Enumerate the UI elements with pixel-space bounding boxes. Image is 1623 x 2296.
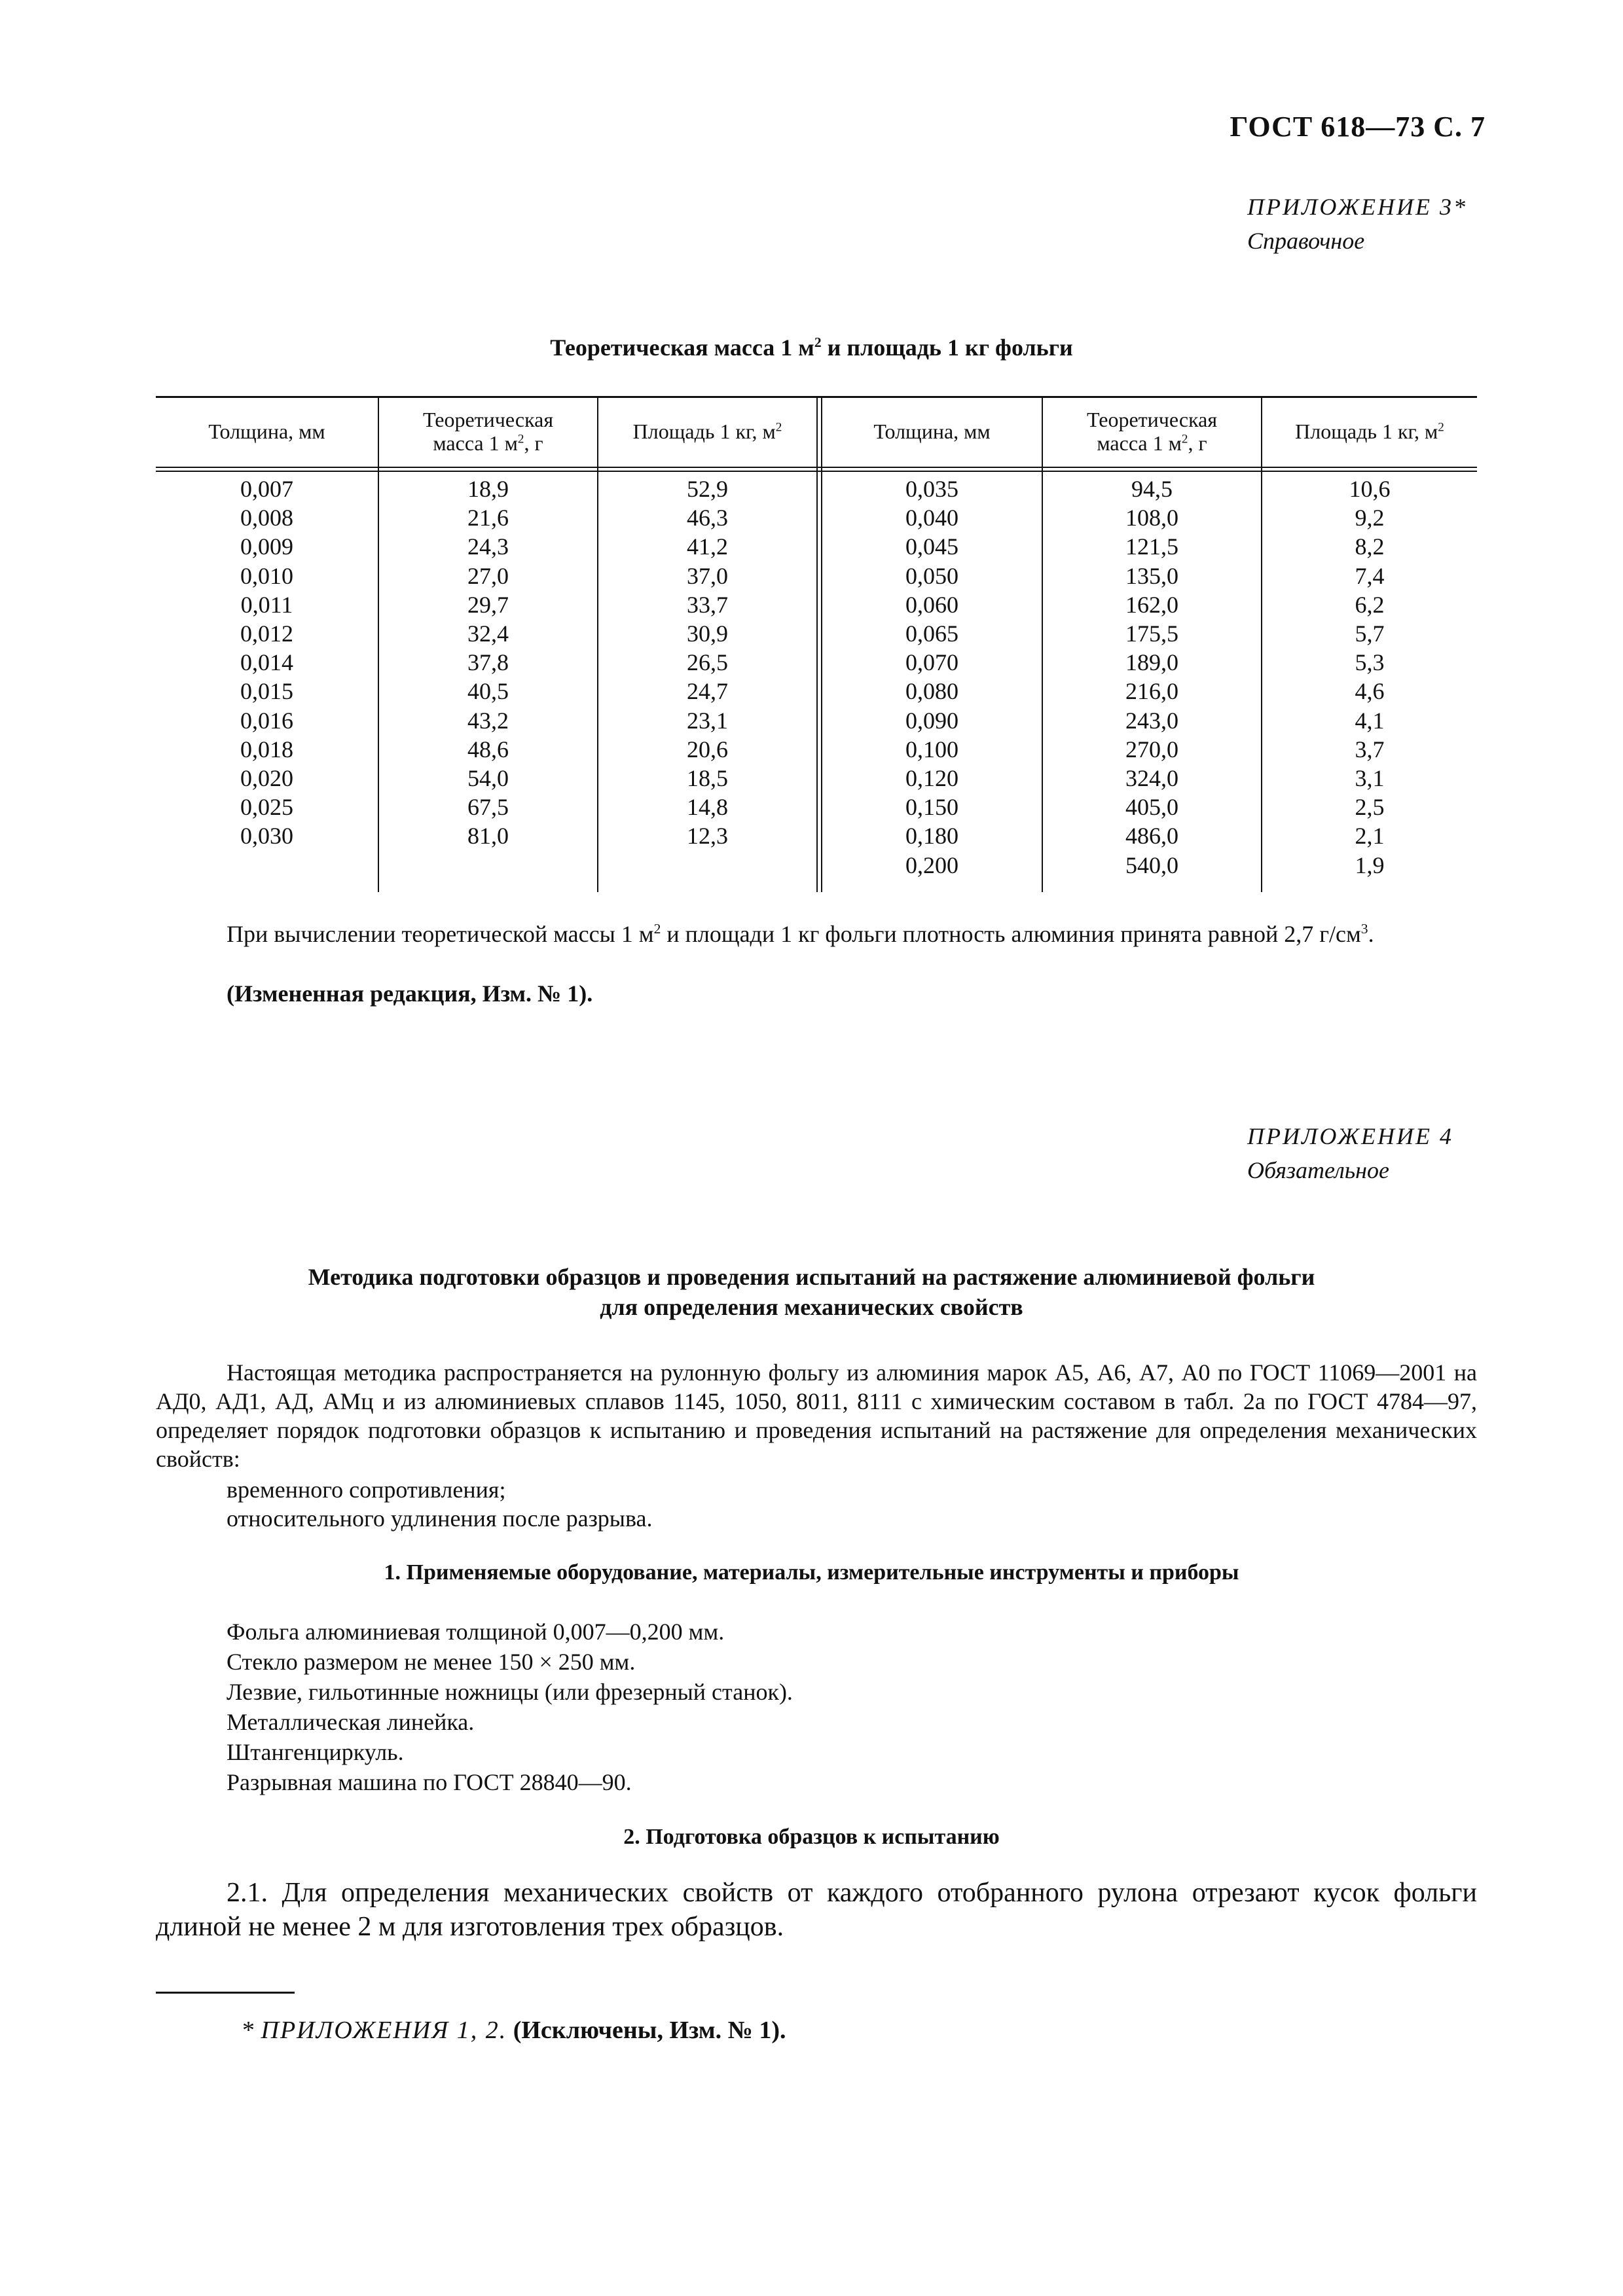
- appendix-4-label: [1247, 1119, 1453, 1187]
- table-cell: 32,4: [467, 620, 509, 647]
- property-item: временного сопротивления;: [227, 1477, 506, 1503]
- table-cell: 18,5: [687, 765, 728, 792]
- table-cell: 10,6: [1349, 476, 1391, 502]
- table-cell: 27,0: [467, 562, 509, 589]
- footnote-rule: [156, 1992, 295, 1994]
- table-cell: 29,7: [467, 591, 509, 618]
- table-cell: 0,180: [905, 823, 958, 850]
- table-cell: 121,5: [1125, 533, 1178, 560]
- table-cell: 20,6: [687, 736, 728, 762]
- table-cell: 0,020: [240, 765, 293, 792]
- table-cell: 81,0: [467, 823, 509, 850]
- table-cell: 7,4: [1355, 562, 1385, 589]
- table-cell: 0,011: [240, 591, 293, 618]
- table-cell: 14,8: [687, 794, 728, 821]
- property-item: относительного удлинения после разрыва.: [227, 1505, 653, 1532]
- appendix-4-title: ПРИЛОЖЕНИЕ 4: [1247, 1123, 1453, 1149]
- appendix-3-subtitle: Справочное: [1247, 228, 1365, 254]
- footnote: * ПРИЛОЖЕНИЯ 1, 2. (Исключены, Изм. № 1).: [242, 2017, 786, 2044]
- header-area-right: Площадь 1 кг, $м^2$: [1295, 420, 1444, 443]
- column-area-left: [598, 475, 816, 851]
- table-cell: 4,6: [1355, 678, 1385, 705]
- table-cell: 175,5: [1125, 620, 1178, 647]
- table-cell: 0,007: [240, 476, 293, 502]
- table-cell: 0,090: [905, 707, 958, 734]
- method-intro: Настоящая методика распространяется на рулонную фольгу из алюминия марок А5, А6, А7, А0 по ГОСТ 11069—2001 на АД0, АД1, АД, АМц и из алюминиевых сплавов 1145, 1050, 8011, 8111 с химическим составом в табл. 2а по ГОСТ 4784—97, определяет порядок подготовки образцов к испытанию и проведения испытаний на растяжение для определения механических свойств:: [156, 1359, 1477, 1472]
- header-area-left: Площадь 1 кг, $м^2$: [632, 420, 782, 443]
- table-cell: 43,2: [467, 707, 509, 734]
- section-2-title: 2. Подготовка образцов к испытанию: [623, 1825, 1000, 1849]
- header-thickness-right: Толщина, мм: [873, 420, 991, 443]
- appendix-3-title: ПРИЛОЖЕНИЕ 3*: [1247, 194, 1467, 220]
- mass-area-table: [156, 396, 1477, 892]
- table-cell: 3,1: [1355, 765, 1385, 792]
- amendment-note: (Измененная редакция, Изм. № 1).: [227, 980, 593, 1007]
- table-cell: 37,0: [687, 562, 728, 589]
- table-cell: 0,025: [240, 794, 293, 821]
- table-cell: 135,0: [1125, 562, 1178, 589]
- equipment-item: Штангенциркуль.: [227, 1739, 404, 1765]
- table-cell: 108,0: [1125, 505, 1178, 531]
- section-1-title: 1. Применяемые оборудование, материалы, измерительные инструменты и приборы: [384, 1560, 1239, 1585]
- table-cell: 0,060: [905, 591, 958, 618]
- table-cell: 46,3: [687, 505, 728, 531]
- table-cell: 0,150: [905, 794, 958, 821]
- table-mid-rule-1: [816, 396, 818, 892]
- table-cell: 0,009: [240, 533, 293, 560]
- table-cell: 0,050: [905, 562, 958, 589]
- paragraph-2-1: 2.1. Для определения механических свойств от каждого отобранного рулона отрезают кусок фольги длиной не менее 2 м для изготовления трех образцов.: [156, 1878, 1477, 1942]
- column-mass-left: [379, 475, 597, 851]
- table-cell: 37,8: [467, 649, 509, 676]
- table-cell: 0,100: [905, 736, 958, 762]
- table-cell: 0,008: [240, 505, 293, 531]
- equipment-item: Лезвие, гильотинные ножницы (или фрезерный станок).: [227, 1679, 793, 1705]
- table-cell: 33,7: [687, 591, 728, 618]
- column-area-right: [1262, 475, 1477, 880]
- table-cell: 54,0: [467, 765, 509, 792]
- table-cell: 40,5: [467, 678, 509, 705]
- table-cell: 0,200: [905, 852, 958, 878]
- table-cell: 48,6: [467, 736, 509, 762]
- table-cell: 216,0: [1125, 678, 1178, 705]
- table-cell: 9,2: [1355, 505, 1385, 531]
- equipment-item: Металлическая линейка.: [227, 1709, 475, 1735]
- table-cell: 0,014: [240, 649, 293, 676]
- table-cell: 0,012: [240, 620, 293, 647]
- table-cell: 5,3: [1355, 649, 1385, 676]
- equipment-item: Стекло размером не менее 150 × 250 мм.: [227, 1649, 636, 1675]
- table-cell: 30,9: [687, 620, 728, 647]
- table-cell: 12,3: [687, 823, 728, 850]
- table-cell: 0,065: [905, 620, 958, 647]
- table-cell: 162,0: [1125, 591, 1178, 618]
- table-title: Теоретическая масса 1 $м^2$ и площадь 1 кг фольги: [550, 334, 1073, 361]
- table-cell: 0,120: [905, 765, 958, 792]
- table-cell: 0,015: [240, 678, 293, 705]
- table-cell: 94,5: [1131, 476, 1173, 502]
- table-cell: 5,7: [1355, 620, 1385, 647]
- table-cell: 0,018: [240, 736, 293, 762]
- table-cell: 486,0: [1125, 823, 1178, 850]
- table-cell: 24,7: [687, 678, 728, 705]
- table-cell: 2,1: [1355, 823, 1385, 850]
- equipment-item: Фольга алюминиевая толщиной 0,007—0,200 мм.: [227, 1619, 725, 1645]
- density-note: При вычислении теоретической массы 1 $м^2$ и площади 1 кг фольги плотность алюминия принята равной 2,7 $г/см^3$.: [227, 921, 1374, 947]
- appendix-4-subtitle: Обязательное: [1247, 1157, 1389, 1183]
- column-thickness-left: [156, 475, 378, 851]
- table-cell: 243,0: [1125, 707, 1178, 734]
- table-cell: 4,1: [1355, 707, 1385, 734]
- table-cell: 8,2: [1355, 533, 1385, 560]
- appendix-3-label: [1247, 190, 1467, 258]
- table-cell: 1,9: [1355, 852, 1385, 878]
- header-mass-left: Теоретическая масса 1 $м^2$, г: [422, 408, 554, 455]
- table-cell: 0,040: [905, 505, 958, 531]
- method-title: Методика подготовки образцов и проведения испытаний на растяжение алюминиевой фольги для определения механических свойств: [308, 1264, 1315, 1320]
- table-cell: 0,045: [905, 533, 958, 560]
- table-cell: 0,030: [240, 823, 293, 850]
- table-cell: 0,080: [905, 678, 958, 705]
- table-cell: 2,5: [1355, 794, 1385, 821]
- table-cell: 270,0: [1125, 736, 1178, 762]
- table-cell: 52,9: [687, 476, 728, 502]
- table-cell: 3,7: [1355, 736, 1385, 762]
- table-cell: 23,1: [687, 707, 728, 734]
- table-cell: 24,3: [467, 533, 509, 560]
- table-cell: 0,035: [905, 476, 958, 502]
- table-cell: 189,0: [1125, 649, 1178, 676]
- table-cell: 324,0: [1125, 765, 1178, 792]
- header-thickness-left: Толщина, мм: [208, 420, 325, 443]
- table-cell: 6,2: [1355, 591, 1385, 618]
- table-cell: 405,0: [1125, 794, 1178, 821]
- equipment-item: Разрывная машина по ГОСТ 28840—90.: [227, 1769, 632, 1795]
- table-cell: 0,070: [905, 649, 958, 676]
- table-cell: 67,5: [467, 794, 509, 821]
- table-cell: 0,010: [240, 562, 293, 589]
- table-cell: 540,0: [1125, 852, 1178, 878]
- page-header: ГОСТ 618—73 С. 7: [1230, 111, 1486, 143]
- table-cell: 41,2: [687, 533, 728, 560]
- table-cell: 21,6: [467, 505, 509, 531]
- table-cell: 0,016: [240, 707, 293, 734]
- column-mass-right: [1043, 475, 1261, 880]
- column-thickness-right: [822, 475, 1042, 880]
- table-cell: 26,5: [687, 649, 728, 676]
- header-mass-right: Теоретическая масса 1 $м^2$, г: [1086, 408, 1218, 455]
- table-cell: 18,9: [467, 476, 509, 502]
